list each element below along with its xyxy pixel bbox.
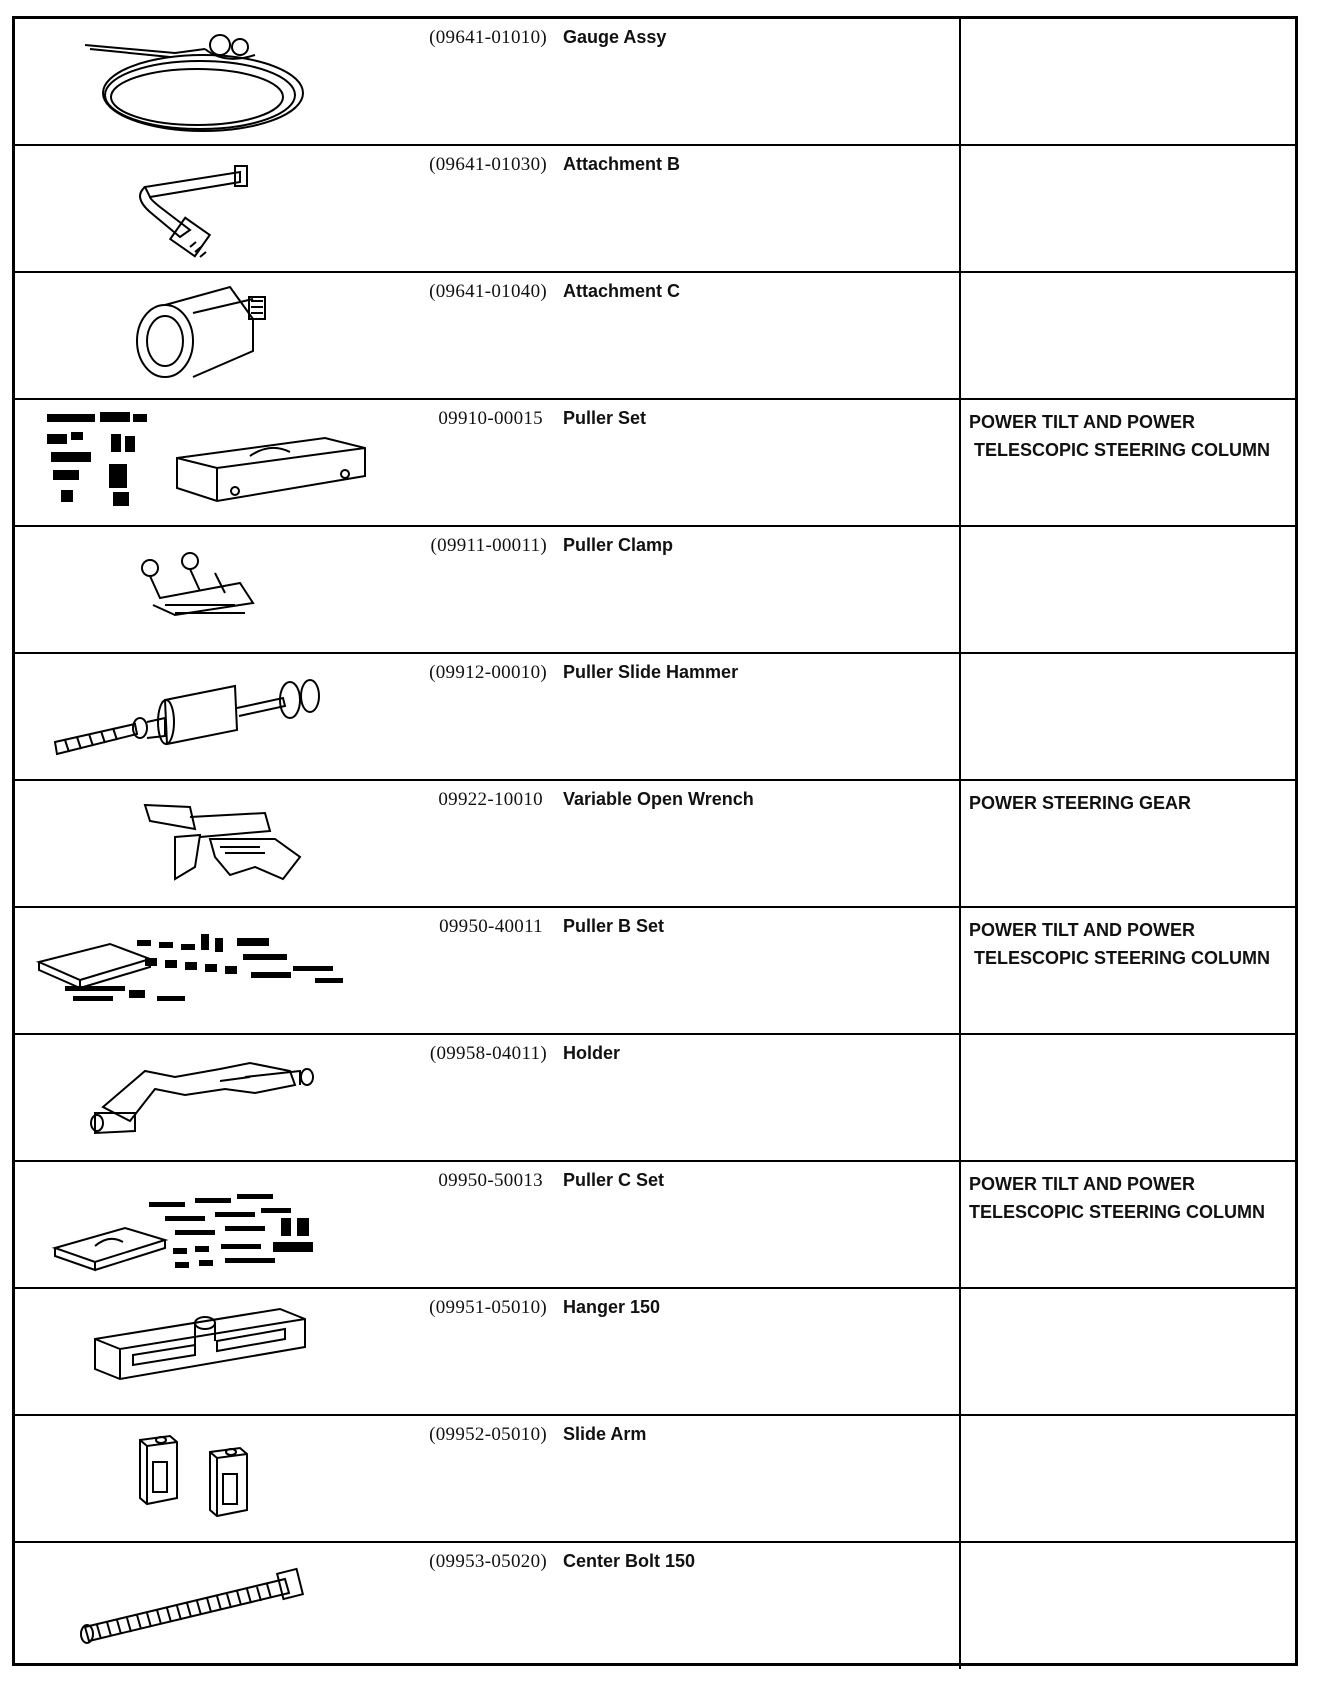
tool-name: Puller C Set — [563, 1170, 665, 1190]
puller-c-set-icon — [25, 1168, 375, 1280]
table-row — [15, 1035, 1295, 1162]
attachment-c-icon — [25, 279, 375, 391]
tool-name: Puller B Set — [563, 916, 665, 936]
table-row — [15, 273, 1295, 400]
table-row — [15, 1162, 1295, 1289]
slide-arm-icon — [25, 1422, 375, 1534]
puller-b-set-icon — [25, 914, 375, 1026]
application-note: POWER TILT AND POWER TELESCOPIC STEERING COLUMN — [969, 412, 1271, 460]
tool-name: Attachment B — [563, 154, 681, 174]
tool-name: Center Bolt 150 — [563, 1551, 696, 1571]
open-wrench-icon — [25, 787, 375, 899]
table-row — [15, 908, 1295, 1035]
part-number: 09910-00015 — [438, 408, 543, 429]
tool-name: Variable Open Wrench — [563, 789, 754, 809]
tool-name: Hanger 150 — [563, 1297, 661, 1317]
part-number: (09912-00010) — [429, 662, 547, 683]
application-note: POWER STEERING GEAR — [969, 793, 1192, 813]
part-number: (09953-05020) — [429, 1551, 547, 1572]
puller-set-icon — [25, 406, 375, 518]
tool-name: Puller Clamp — [563, 535, 674, 555]
application-note: POWER TILT AND POWER TELESCOPIC STEERING COLUMN — [969, 1174, 1266, 1222]
table-row — [15, 400, 1295, 527]
puller-clamp-icon — [25, 533, 375, 645]
table-row — [15, 1289, 1295, 1416]
tool-name: Puller Slide Hammer — [563, 662, 739, 682]
application-note: POWER TILT AND POWER TELESCOPIC STEERING COLUMN — [969, 920, 1271, 968]
table-row — [15, 19, 1295, 146]
tool-name: Slide Arm — [563, 1424, 647, 1444]
part-number: (09641-01010) — [429, 27, 547, 48]
part-number: (09952-05010) — [429, 1424, 547, 1445]
table-row — [15, 1543, 1295, 1669]
hanger-icon — [25, 1295, 375, 1407]
table-row — [15, 527, 1295, 654]
part-number: (09641-01040) — [429, 281, 547, 302]
part-number: 09922-10010 — [438, 789, 543, 810]
tool-name: Puller Set — [563, 408, 647, 428]
attachment-b-icon — [25, 152, 375, 264]
table-row — [15, 781, 1295, 908]
tool-name: Holder — [563, 1043, 621, 1063]
table-row — [15, 654, 1295, 781]
part-number: (09958-04011) — [429, 1043, 547, 1064]
part-number: 09950-50013 — [438, 1170, 543, 1191]
part-number: 09950-40011 — [439, 916, 543, 937]
holder-icon — [25, 1041, 375, 1153]
table-row — [15, 1416, 1295, 1543]
part-number: (09641-01030) — [429, 154, 547, 175]
table-row — [15, 146, 1295, 273]
gauge-assy-icon — [25, 25, 375, 137]
tool-name: Gauge Assy — [563, 27, 667, 47]
center-bolt-icon — [25, 1549, 375, 1661]
tool-name: Attachment C — [563, 281, 681, 301]
sst-table — [12, 16, 1298, 1666]
part-number: (09951-05010) — [429, 1297, 547, 1318]
part-number: (09911-00011) — [430, 535, 547, 556]
slide-hammer-icon — [25, 660, 375, 772]
